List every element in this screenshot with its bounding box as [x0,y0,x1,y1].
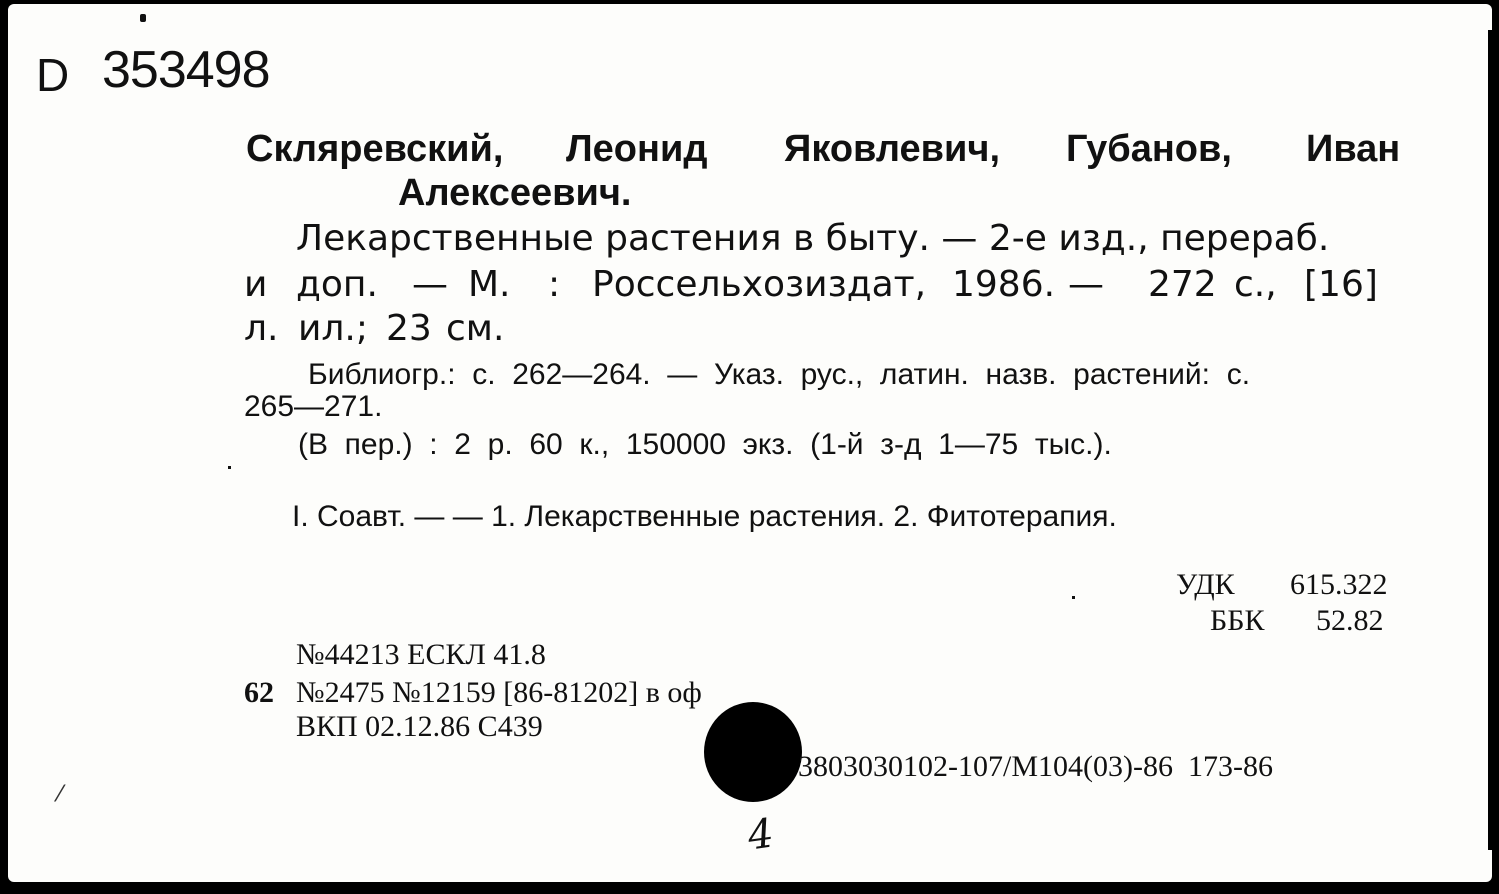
imprint-word: доп. [296,264,378,305]
title-line-1: Лекарственные растения в быту. — 2-е изд., перераб. [296,218,1330,259]
physical-word: 23 [386,308,432,349]
imprint-word: [16] [1304,264,1378,305]
service-line-1: №44213 ЕСКЛ 41.8 [296,638,546,671]
author-line-2: Алексеевич. [398,172,632,214]
catalog-number: 353498 [102,41,270,99]
publisher-code: 3803030102-107/М104(03)-86 173-86 [798,750,1273,783]
author-word: Яковлевич, [784,128,1001,170]
ink-dot [140,14,146,22]
handwritten-mark: 4 [744,810,777,860]
service-line-3: ВКП 02.12.86 С439 [296,710,543,743]
imprint-word: 272 [1148,264,1217,305]
pencil-scribble: ⁄ [58,782,62,807]
physical-word: см. [446,308,505,349]
ink-dot [1072,596,1075,599]
imprint-word: — [1068,264,1104,305]
author-word: Леонид [566,128,708,170]
imprint-word: Россельхозиздат, [592,264,927,305]
udk-label: УДК [1176,568,1235,601]
author-word: Скляревский, [246,128,504,170]
service-prefix: 62 [244,676,274,709]
author-word: Иван [1306,128,1401,170]
ink-dot [228,466,231,469]
imprint-word: с., [1234,264,1277,305]
imprint-word: М. [468,264,511,305]
physical-word: ил.; [298,308,368,349]
deposit-symbol: D [36,49,70,101]
bibliography-note: Библиогр.: с. 262—264. — Указ. рус., латин. назв. растений: с. [308,358,1251,391]
card-edge [1488,30,1492,850]
imprint-word: : [548,264,561,305]
bibliography-note-cont: 265—271. [244,390,383,423]
punch-hole [704,702,802,802]
imprint-word: 1986. [952,264,1056,305]
imprint-word: и [244,264,268,305]
imprint-word: — [412,264,448,305]
price-note: (В пер.) : 2 р. 60 к., 150000 экз. (1-й з-д 1—75 тыс.). [298,428,1112,461]
bbk-label: ББК [1210,604,1265,637]
service-line-2: №2475 №12159 [86-81202] в оф [296,676,702,709]
bbk-value: 52.82 [1316,604,1384,637]
udk-value: 615.322 [1290,568,1388,601]
subject-headings: I. Соавт. — — 1. Лекарственные растения. 2. Фитотерапия. [292,500,1117,533]
author-word: Губанов, [1066,128,1232,170]
physical-word: л. [244,308,279,349]
